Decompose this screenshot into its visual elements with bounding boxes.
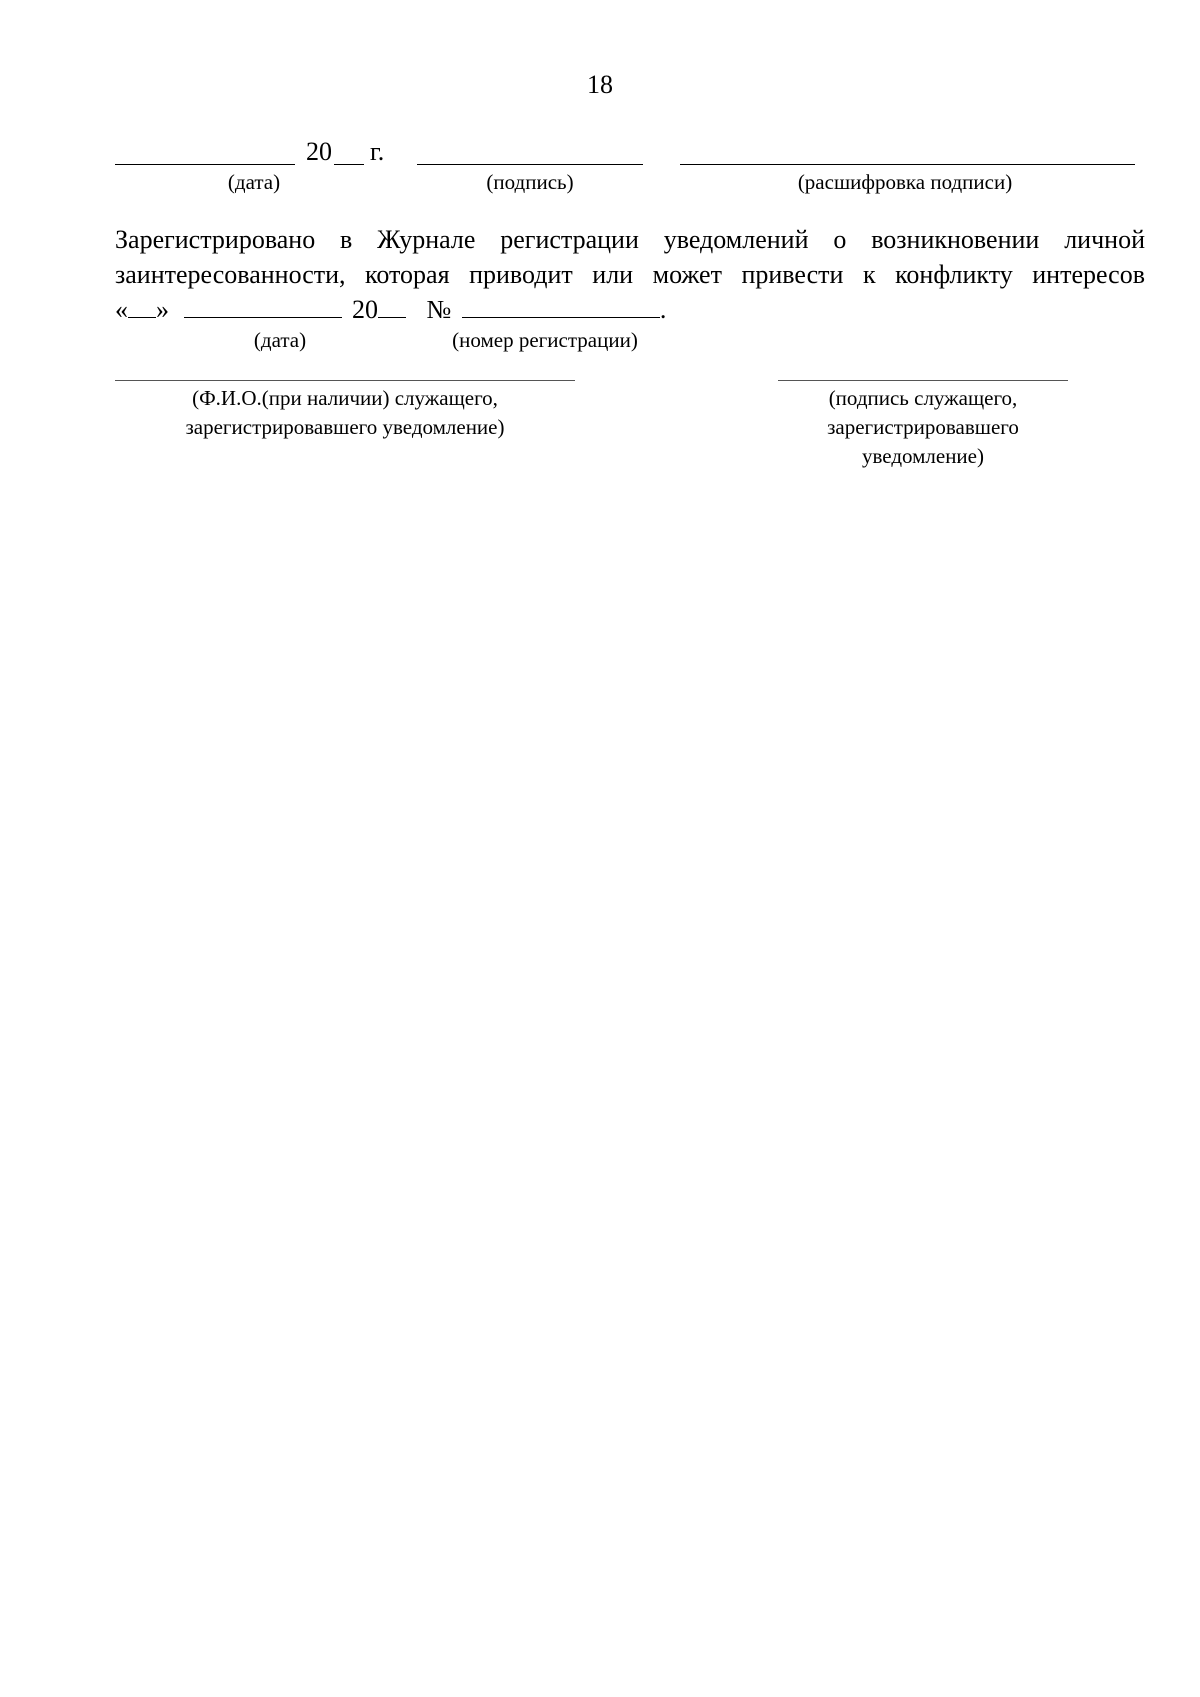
date-line <box>115 164 295 165</box>
year-blank-line <box>334 164 364 165</box>
reg-year-prefix: 20 <box>352 295 378 324</box>
registration-paragraph <box>115 222 1145 292</box>
registration-line-2: заинтересованности, которая приводит или может привести к конфликту интересов <box>115 260 1145 289</box>
caption-date: (дата) <box>227 170 281 194</box>
period: . <box>659 295 667 324</box>
month-blank <box>184 295 342 318</box>
day-blank <box>128 295 156 318</box>
reg-number-blank <box>462 295 660 318</box>
year-suffix: г. <box>370 137 385 166</box>
caption-signature: (подпись) <box>486 170 574 194</box>
registrar-name-caption-1: (Ф.И.О.(при наличии) служащего, <box>192 386 498 410</box>
registrar-sign-caption-2: зарегистрировавшего <box>827 415 1019 439</box>
signature-line <box>417 164 643 165</box>
quote-close: » <box>156 295 169 324</box>
registrar-name-caption-2: зарегистрировавшего уведомление) <box>185 415 505 439</box>
transcript-line <box>680 164 1135 165</box>
registrar-name-caption <box>130 384 560 442</box>
registrar-name-line <box>115 380 575 381</box>
reg-year-blank <box>378 295 406 318</box>
number-sign: № <box>426 295 452 324</box>
page-number: 18 <box>587 70 613 99</box>
registrar-sign-caption-1: (подпись служащего, <box>828 386 1018 410</box>
caption-transcript: (расшифровка подписи) <box>797 170 1013 194</box>
year-prefix: 20 <box>306 137 332 166</box>
registration-date-line <box>115 292 666 327</box>
quote-open: « <box>115 295 128 324</box>
registrar-signature-line <box>778 380 1068 381</box>
reg-caption-date: (дата) <box>253 328 307 352</box>
reg-caption-number: (номер регистрации) <box>452 328 638 352</box>
registrar-sign-caption-3: уведомление) <box>861 444 984 468</box>
registrar-sign-caption <box>778 384 1068 471</box>
registration-line-1: Зарегистрировано в Журнале регистрации уведомлений о возникновении личной <box>115 225 1145 254</box>
